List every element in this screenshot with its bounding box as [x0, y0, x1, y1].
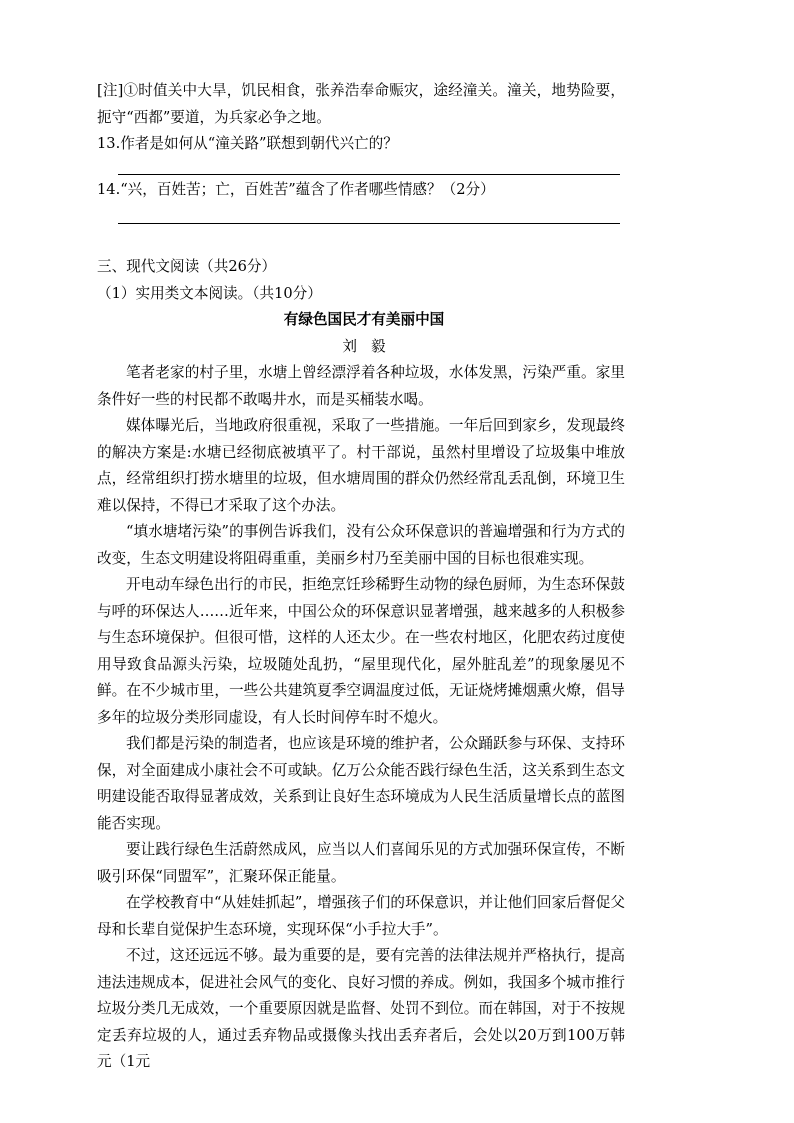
article-title: 有绿色国民才有美丽中国 — [283, 311, 445, 328]
question-14: 14.“兴，百姓苦；亡，百姓苦”蕴含了作者哪些情感？（2分） — [97, 180, 495, 198]
question-13: 13.作者是如何从“潼关路”联想到朝代兴亡的？ — [97, 135, 398, 152]
article-paragraph: 我们都是污染的制造者，也应该是环境的维护者，公众踊跃参与环保、支持环保，对全面建成小康社会不可或缺。亿万公众能否践行绿色生活，这关系到生态文明建设能否取得显著成效，关系到让良好生态环境成为人民生活质量增长点的蓝图能否实现。 — [97, 735, 625, 832]
page-content — [97, 78, 625, 1076]
article-author: 刘毅 — [342, 337, 400, 355]
article-paragraph: 不过，这还远远不够。最为重要的是，要有完善的法律法规并严格执行，提高违法违规成本，促进社会风气的变化、良好习惯的养成。例如，我国多个城市推行垃圾分类几无成效，一个重要原因就是监督、处罚不到位。而在韩国，对于不按规定丢弃垃圾的人，通过丢弃物品或摄像头找出丢弃者后，会处以20万到100万韩元（1元 — [97, 947, 625, 1070]
article-paragraph: 开电动车绿色出行的市民，拒绝烹饪珍稀野生动物的绿色厨师，为生态环保鼓与呼的环保达人……近年来，中国公众的环保意识显著增强，越来越多的人积极参与生态环境保护。但很可惜，这样的人还太少。在一些农村地区，化肥农药过度使用导致食品源头污染，垃圾随处乱扔，“屋里现代化，屋外脏乱差”的现象屡见不鲜。在不少城市里，一些公共建筑夏季空调温度过低，无证烧烤摊烟熏火燎，倡导多年的垃圾分类形同虚设，有人长时间停车时不熄火。 — [97, 576, 625, 726]
answer-line-13[interactable] — [118, 174, 620, 175]
article-paragraph: 媒体曝光后，当地政府很重视，采取了一些措施。一年后回到家乡，发现最终的解决方案是:水塘已经彻底被填平了。村干部说，虽然村里增设了垃圾集中堆放点，经常组织打捞水塘里的垃圾，但水塘周围的群众仍然经常乱丢乱倒，环境卫生难以保持，不得已才采取了这个办法。 — [97, 417, 625, 514]
annotation-note: [注]①时值关中大旱，饥民相食，张养浩奉命赈灾，途经潼关。潼关，地势险要，扼守“西都”要道，为兵家必争之地。 — [97, 82, 625, 126]
article-paragraph: 要让践行绿色生活蔚然成风，应当以人们喜闻乐见的方式加强环保宣传，不断吸引环保“同盟军”，汇聚环保正能量。 — [97, 841, 625, 885]
article-paragraph: 在学校教育中“从娃娃抓起”，增强孩子们的环保意识，并让他们回家后督促父母和长辈自觉保护生态环境，实现环保“小手拉大手”。 — [97, 894, 625, 938]
article-paragraph: “填水塘堵污染”的事例告诉我们，没有公众环保意识的普遍增强和行为方式的改变，生态文明建设将阻碍重重，美丽乡村乃至美丽中国的目标也很难实现。 — [97, 523, 625, 567]
section-heading: 三、现代文阅读（共26分） — [97, 258, 277, 275]
article-paragraph: 笔者老家的村子里，水塘上曾经漂浮着各种垃圾，水体发黑，污染严重。家里条件好一些的村民都不敢喝井水，而是买桶装水喝。 — [97, 364, 625, 408]
answer-line-14[interactable] — [118, 223, 620, 224]
section-subheading: （1）实用类文本阅读。（共10分） — [97, 284, 322, 302]
